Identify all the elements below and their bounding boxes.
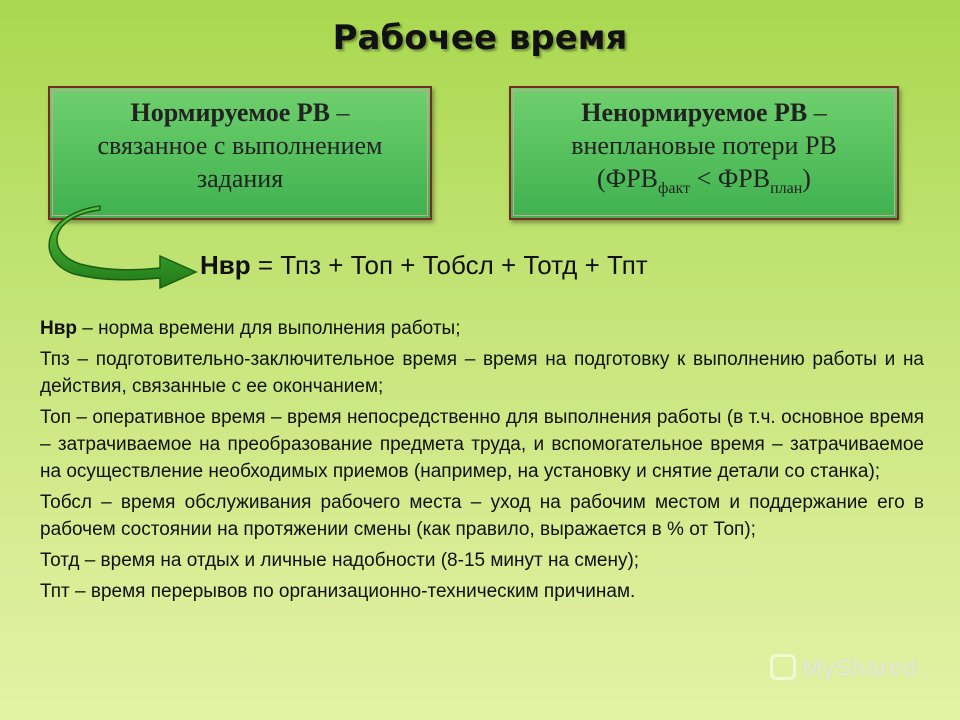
watermark bbox=[770, 654, 917, 683]
frv-fact-sub: факт bbox=[658, 180, 691, 197]
definition-text: Тотд – время на отдых и личные надобности (8-15 минут на смену); bbox=[40, 550, 640, 571]
definitions-list bbox=[40, 315, 924, 609]
formula-rhs: = Тпз + Топ + Тобсл + Тотд + Тпт bbox=[250, 250, 648, 280]
myshared-logo-icon bbox=[770, 654, 796, 680]
frv-plan-sub: план bbox=[770, 180, 803, 197]
definition-item bbox=[40, 404, 924, 485]
unnormed-time-term: Ненормируемое РВ bbox=[581, 98, 808, 127]
definition-text: Тпт – время перерывов по организационно-техническим причинам. bbox=[40, 581, 636, 602]
definition-text: Топ – оперативное время – время непосредственно для выполнения работы (в т.ч. основное время – затрачиваемое на преобразование предмета труда, и вспомогательное время – затрачиваемое на осуществление необходимых приемов (например, на установку и снятие детали со станка); bbox=[40, 407, 924, 482]
definition-item bbox=[40, 489, 924, 543]
definition-text: – норма времени для выполнения работы; bbox=[77, 318, 461, 339]
normed-time-term: Нормируемое РВ bbox=[130, 98, 330, 127]
normed-time-line3: задания bbox=[196, 164, 284, 193]
time-norm-formula bbox=[200, 250, 648, 281]
unnormed-time-box bbox=[509, 86, 899, 220]
normed-time-line2: связанное с выполнением bbox=[97, 131, 383, 160]
definition-text: Тпз – подготовительно-заключительное время – время на подготовку к выполнению работы и на действия, связанные с ее окончанием; bbox=[40, 349, 924, 397]
frv-mid: < ФРВ bbox=[690, 164, 771, 193]
unnormed-time-line2: внеплановые потери РВ bbox=[571, 131, 837, 160]
definition-term: Нвр bbox=[40, 318, 78, 339]
formula-lhs: Нвр bbox=[200, 250, 251, 280]
frv-close: ) bbox=[802, 164, 811, 193]
curved-arrow-icon bbox=[40, 200, 200, 290]
normed-time-heading bbox=[50, 96, 430, 129]
unnormed-time-dash: – bbox=[807, 98, 827, 127]
frv-open: (ФРВ bbox=[597, 164, 659, 193]
definition-item bbox=[40, 547, 924, 574]
definition-item bbox=[40, 315, 924, 342]
watermark-text: MyShared bbox=[802, 655, 917, 682]
definition-item bbox=[40, 578, 924, 605]
slide-title: Рабочее время bbox=[332, 18, 628, 58]
unnormed-time-line3 bbox=[511, 162, 897, 205]
definition-item bbox=[40, 346, 924, 400]
normed-time-dash: – bbox=[329, 98, 350, 127]
definition-text: Тобсл – время обслуживания рабочего места – уход на рабочим местом и поддержание его в рабочем состоянии на протяжении смены (как правило, выражается в % от Топ); bbox=[40, 492, 924, 540]
unnormed-time-heading bbox=[511, 96, 897, 129]
